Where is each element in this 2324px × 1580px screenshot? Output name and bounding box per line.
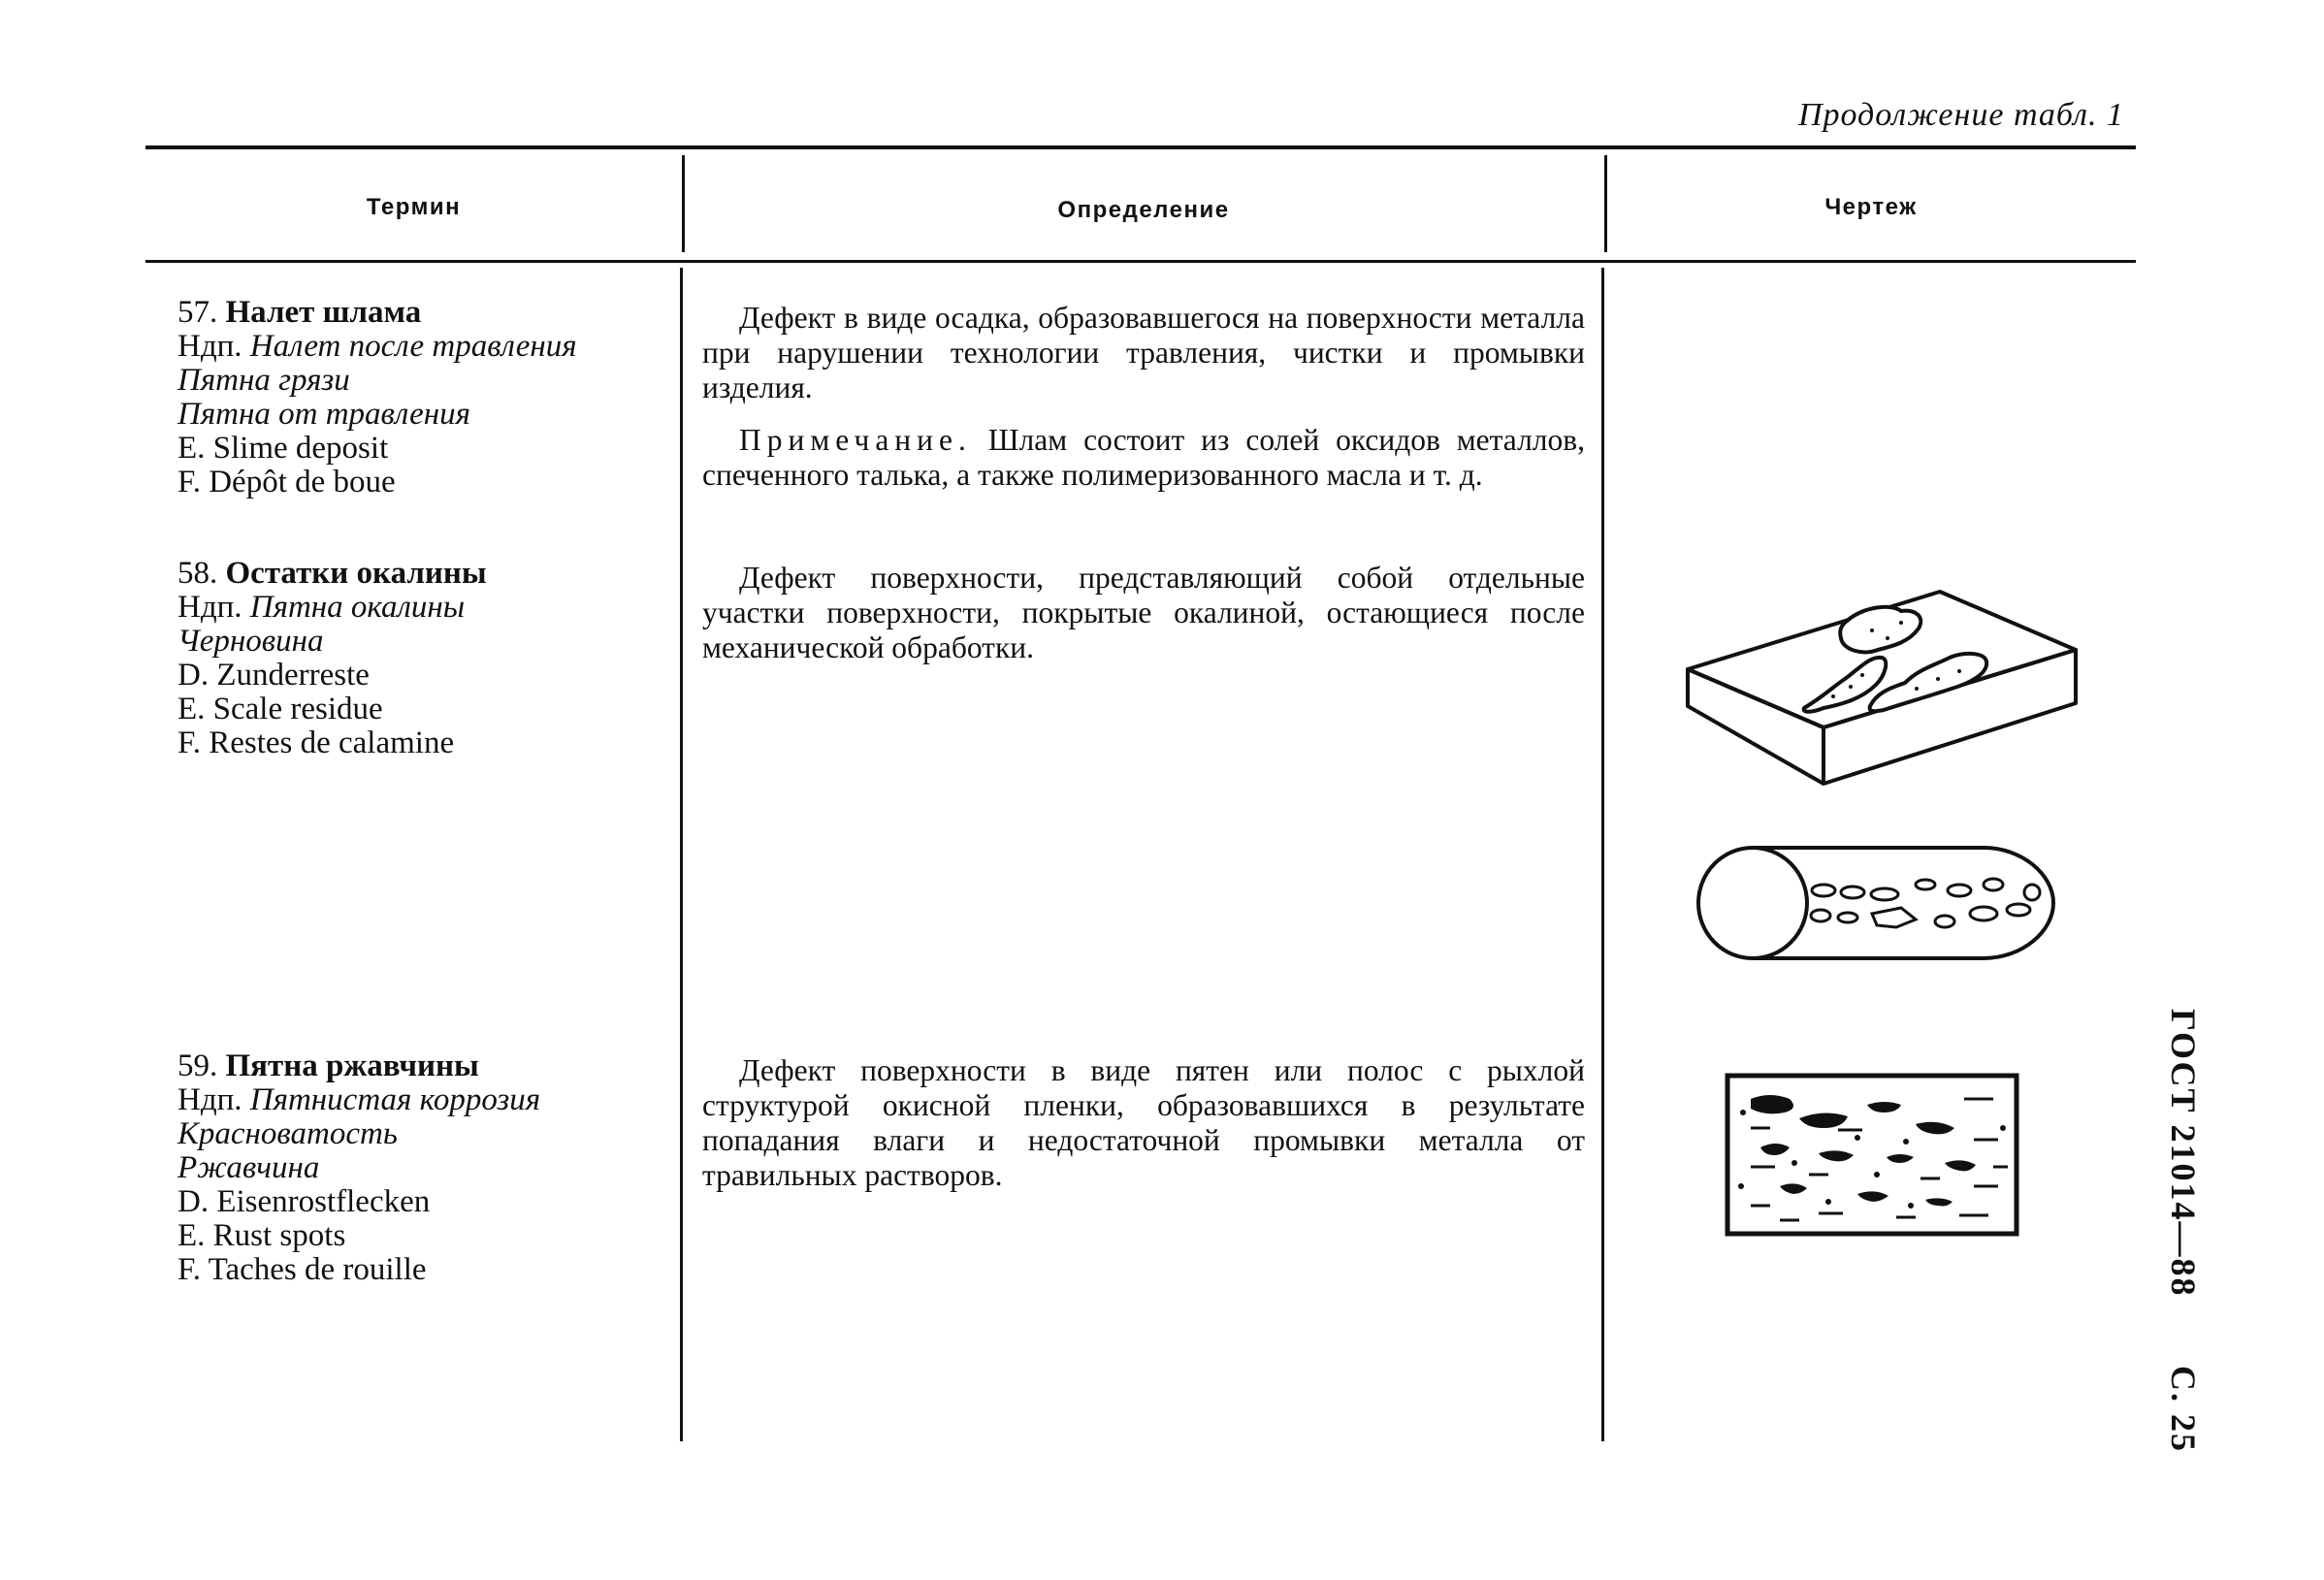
term-name: Налет шлама [225, 295, 422, 330]
definition-57: Дефект в виде осадка, образовавшегося на поверхности металла при нарушении технологии травления, чистки и промывки изделия. [702, 301, 1585, 404]
standard-page-label [2163, 1009, 2204, 1453]
synonym: Пятна грязи [178, 363, 350, 398]
translation: D. Eisenrostflecken [178, 1184, 431, 1219]
translation: E. Slime deposit [178, 431, 389, 466]
rust-spots-drawing [1722, 1070, 2022, 1240]
page-number: С. 25 [2164, 1366, 2203, 1454]
term-number: 57. [178, 295, 218, 330]
ndp-label: Ндп. [178, 329, 242, 364]
translation: E. Scale residue [178, 692, 383, 726]
column-header-drawing: Чертеж [1824, 194, 1918, 220]
term-entry-59 [178, 1049, 682, 1287]
synonym: Пятна окалины [249, 590, 466, 625]
translation: D. Zunderreste [178, 658, 370, 693]
note-57 [702, 423, 1585, 493]
definition-59: Дефект поверхности в виде пятен или полос с рыхлой структурой окисной пленки, образовавшихся в результате попадания влаги и недостаточной промывки металла от травильных растворов. [702, 1053, 1585, 1192]
note-text: Шлам состоит из солей оксидов металлов, спеченного талька, а также полимеризованного масла и т. д. [702, 423, 1586, 492]
term-entry-58 [178, 557, 682, 760]
synonym: Ржавчина [178, 1150, 320, 1185]
term-number: 59. [178, 1048, 218, 1083]
translation: E. Rust spots [178, 1218, 346, 1253]
ndp-label: Ндп. [178, 590, 242, 625]
translation: F. Restes de calamine [178, 726, 455, 760]
term-name: Остатки окалины [225, 556, 487, 591]
table-top-rule [145, 145, 2136, 149]
term-name: Пятна ржавчины [225, 1048, 479, 1083]
scale-residue-plate-drawing [1678, 582, 2085, 805]
synonym: Красноватость [178, 1116, 398, 1151]
scale-residue-bar-drawing [1693, 842, 2061, 968]
column-header-definition: Определение [1057, 197, 1230, 223]
ndp-label: Ндп. [178, 1082, 242, 1117]
column-divider-2-body [1601, 268, 1604, 1441]
column-header-term: Термин [366, 194, 462, 220]
table-header-rule [145, 260, 2136, 263]
definition-58: Дефект поверхности, представляющий собой отдельные участки поверхности, покрытые окалиной, остающиеся после механической обработки. [702, 561, 1585, 664]
standard-number: ГОСТ 21014—88 [2164, 1009, 2203, 1298]
translation: F. Dépôt de boue [178, 465, 396, 500]
note-label: Примечание. [739, 423, 972, 457]
synonym: Пятнистая коррозия [249, 1082, 541, 1117]
translation: F. Taches de rouille [178, 1252, 427, 1287]
term-number: 58. [178, 556, 218, 591]
synonym: Пятна от травления [178, 397, 470, 432]
table-continuation-label: Продолжение табл. 1 [1797, 97, 2124, 133]
synonym: Налет после травления [249, 329, 577, 364]
term-entry-57 [178, 296, 682, 500]
synonym: Черновина [178, 624, 324, 659]
